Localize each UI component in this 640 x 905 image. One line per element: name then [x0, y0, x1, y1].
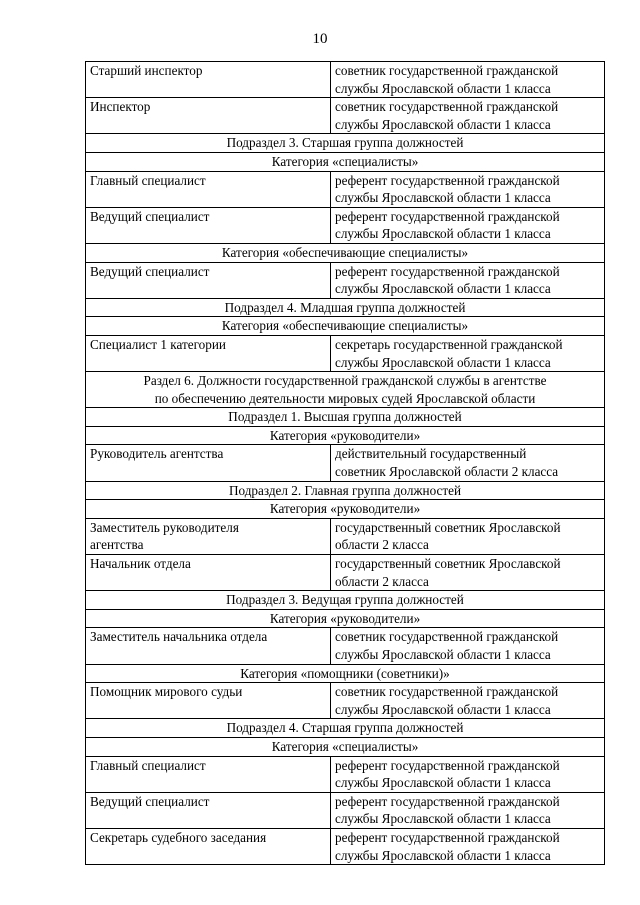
table-row [86, 518, 605, 554]
section-header: Подраздел 2. Главная группа должностей [86, 481, 605, 500]
section-header: Подраздел 3. Старшая группа должностей [86, 134, 605, 153]
section-header-row [86, 152, 605, 171]
position-title: Главный специалист [86, 171, 331, 207]
section-header: Категория «помощники (советники)» [86, 664, 605, 683]
class-rank: государственный советник Ярославской области 2 класса [331, 518, 605, 554]
section-header-row [86, 243, 605, 262]
table-row [86, 207, 605, 243]
table-row [86, 756, 605, 792]
table-row [86, 828, 605, 864]
positions-table-body [86, 62, 605, 865]
position-title: Заместитель начальника отдела [86, 628, 331, 664]
position-title: Специалист 1 категории [86, 335, 331, 371]
position-title: Главный специалист [86, 756, 331, 792]
class-rank: действительный государственный советник Ярославской области 2 класса [331, 445, 605, 481]
section-header-row [86, 719, 605, 738]
class-rank: референт государственной гражданской службы Ярославской области 1 класса [331, 828, 605, 864]
position-title: Помощник мирового судьи [86, 683, 331, 719]
class-rank: государственный советник Ярославской области 2 класса [331, 555, 605, 591]
section-header-row [86, 481, 605, 500]
table-row [86, 628, 605, 664]
section-header: Подраздел 4. Младшая группа должностей [86, 298, 605, 317]
class-rank: референт государственной гражданской службы Ярославской области 1 класса [331, 792, 605, 828]
class-rank: советник государственной гражданской службы Ярославской области 1 класса [331, 683, 605, 719]
table-row [86, 445, 605, 481]
section-header-row [86, 664, 605, 683]
section-header: Категория «специалисты» [86, 152, 605, 171]
section-header-row [86, 372, 605, 408]
position-title: Ведущий специалист [86, 207, 331, 243]
section-header: Категория «обеспечивающие специалисты» [86, 243, 605, 262]
section-header-row [86, 500, 605, 519]
section-header: Категория «специалисты» [86, 737, 605, 756]
table-row [86, 335, 605, 371]
table-row [86, 98, 605, 134]
positions-table [85, 61, 605, 865]
section-header-row [86, 426, 605, 445]
position-title: Старший инспектор [86, 62, 331, 98]
section-header-row [86, 609, 605, 628]
section-header: Подраздел 4. Старшая группа должностей [86, 719, 605, 738]
table-row [86, 555, 605, 591]
class-rank: референт государственной гражданской службы Ярославской области 1 класса [331, 171, 605, 207]
section-header-row [86, 134, 605, 153]
class-rank: референт государственной гражданской службы Ярославской области 1 класса [331, 756, 605, 792]
section-header: Раздел 6. Должности государственной гражданской службы в агентстве по обеспечению деятельности мировых судей Ярославской области [86, 372, 605, 408]
section-header-row [86, 737, 605, 756]
section-header: Подраздел 1. Высшая группа должностей [86, 408, 605, 427]
class-rank: референт государственной гражданской службы Ярославской области 1 класса [331, 207, 605, 243]
section-header: Категория «обеспечивающие специалисты» [86, 317, 605, 336]
section-header: Категория «руководители» [86, 500, 605, 519]
position-title: Секретарь судебного заседания [86, 828, 331, 864]
section-header-row [86, 317, 605, 336]
position-title: Ведущий специалист [86, 262, 331, 298]
table-row [86, 171, 605, 207]
class-rank: советник государственной гражданской службы Ярославской области 1 класса [331, 98, 605, 134]
section-header: Категория «руководители» [86, 426, 605, 445]
class-rank: референт государственной гражданской службы Ярославской области 1 класса [331, 262, 605, 298]
table-row [86, 792, 605, 828]
position-title: Начальник отдела [86, 555, 331, 591]
section-header: Подраздел 3. Ведущая группа должностей [86, 591, 605, 610]
position-title: Ведущий специалист [86, 792, 331, 828]
position-title: Инспектор [86, 98, 331, 134]
class-rank: секретарь государственной гражданской службы Ярославской области 1 класса [331, 335, 605, 371]
table-row [86, 262, 605, 298]
table-row [86, 62, 605, 98]
section-header: Категория «руководители» [86, 609, 605, 628]
section-header-row [86, 591, 605, 610]
class-rank: советник государственной гражданской службы Ярославской области 1 класса [331, 628, 605, 664]
position-title: Руководитель агентства [86, 445, 331, 481]
class-rank: советник государственной гражданской службы Ярославской области 1 класса [331, 62, 605, 98]
table-row [86, 683, 605, 719]
section-header-row [86, 298, 605, 317]
position-title: Заместитель руководителя агентства [86, 518, 331, 554]
section-header-row [86, 408, 605, 427]
page-number: 10 [312, 31, 328, 47]
